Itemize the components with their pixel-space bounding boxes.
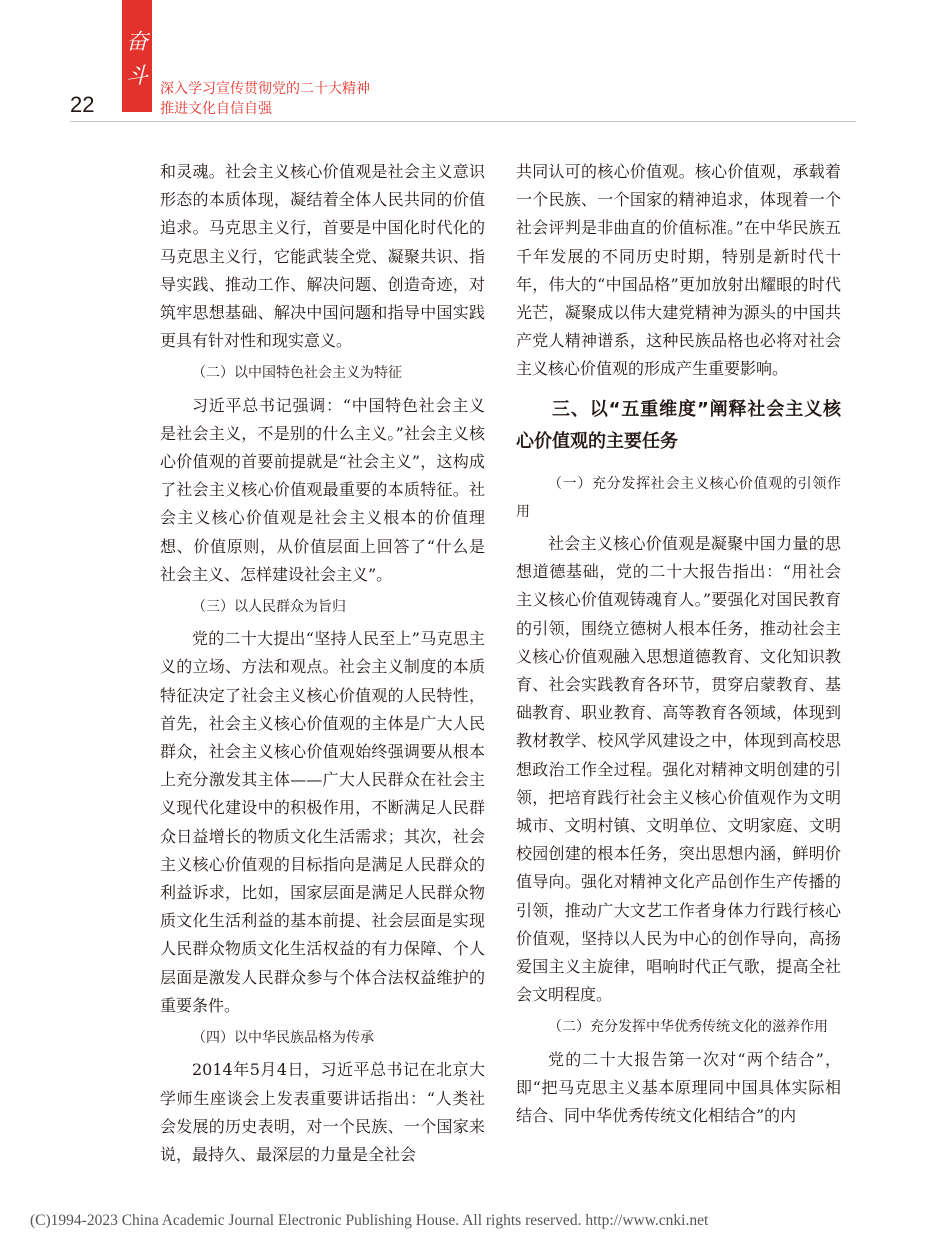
paragraph: 党的二十大报告第一次对“两个结合”，即“把马克思主义基本原理同中国具体实际相结合、同中华优秀传统文化相结合”的内 [516,1049,841,1126]
subheading: （一）充分发挥社会主义核心价值观的引领作用 [516,475,841,520]
paragraph: 2014年5月4日，习近平总书记在北京大学师生座谈会上发表重要讲话指出：“人类社会发展的历史表明，对一个民族、一个国家来说，最持久、最深层的力量是全社会 [160,1060,485,1164]
subheading: （三）以人民群众为旨归 [192,599,346,616]
left-column [160,158,485,1169]
paragraph: 习近平总书记强调：“中国特色社会主义是社会主义，不是别的什么主义。”社会主义核心价值观的首要前提就是“社会主义”，这构成了社会主义核心价值观最重要的本质特征。社会主义核心价值观是社会主义根本的价值理想、价值原则，从价值层面上回答了“什么是社会主义、怎样建设社会主义”。 [160,395,485,584]
header-divider [70,121,856,122]
right-column [516,158,841,1130]
subheading: （二）以中国特色社会主义为特征 [192,365,402,382]
subheading: （二）充分发挥中华优秀传统文化的滋养作用 [548,1019,828,1036]
paragraph: 社会主义核心价值观是凝聚中国力量的思想道德基础，党的二十大报告指出：“用社会主义核心价值观铸魂育人。”要强化对国民教育的引领，围绕立德树人根本任务，推动社会主义核心价值观融入思想道德教育、文化知识教育、社会实践教育各环节，贯穿启蒙教育、基础教育、职业教育、高等教育各领域，体现到教材教学、校风学风建设之中，体现到高校思想政治工作全过程。强化对精神文明创建的引领，把培育践行社会主义核心价值观作为文明城市、文明村镇、文明单位、文明家庭、文明校园创建的根本任务，突出思想内涵，鲜明价值导向。强化对精神文化产品创作生产传播的引领，推动广大文艺工作者身体力行践行核心价值观，坚持以人民为中心的创作导向，高扬爱国主义主旋律，唱响时代正气歌，提高全社会文明程度。 [516,534,841,1005]
header-title-line1: 深入学习宣传贯彻党的二十大精神 [160,81,370,97]
header-title-line2: 推进文化自信自强 [160,101,272,117]
paragraph: 共同认可的核心价值观。核心价值观，承载着一个民族、一个国家的精神追求，体现着一个社会评判是非曲直的价值标准。”在中华民族五千年发展的不同历史时期，特别是新时代十年，伟大的“中国品格”更加放射出耀眼的时代光芒，凝聚成以伟大建党精神为源头的中国共产党人精神谱系，这种民族品格也必将对社会主义核心价值观的形成产生重要影响。 [516,162,841,379]
journal-logo [122,0,152,112]
page-number: 22 [70,92,95,117]
logo-glyph-1: 奋 [125,30,148,55]
logo-glyph-2: 斗 [125,64,148,89]
copyright-footer: (C)1994-2023 China Academic Journal Electronic Publishing House. All rights reserved. http://www.cnki.net [30,1212,709,1229]
subheading: （四）以中华民族品格为传承 [192,1030,374,1047]
section-heading: 三、以“五重维度”阐释社会主义核心价值观的主要任务 [516,398,841,452]
paragraph: 和灵魂。社会主义核心价值观是社会主义意识形态的本质体现，凝结着全体人民共同的价值追求。马克思主义行，首要是中国化时代化的马克思主义行，它能武装全党、凝聚共识、指导实践、推动工作、解决问题、创造奇迹，对筑牢思想基础、解决中国问题和指导中国实践更具有针对性和现实意义。 [160,162,485,351]
paragraph: 党的二十大提出“坚持人民至上”马克思主义的立场、方法和观点。社会主义制度的本质特征决定了社会主义核心价值观的人民特性，首先，社会主义核心价值观的主体是广大人民群众，社会主义核心价值观始终强调要从根本上充分激发其主体——广大人民群众在社会主义现代化建设中的积极作用，不断满足人民群众日益增长的物质文化生活需求；其次，社会主义核心价值观的目标指向是满足人民群众的利益诉求，比如，国家层面是满足人民群众物质文化生活利益的基本前提、社会层面是实现人民群众物质文化生活权益的有力保障、个人层面是激发人民群众参与个体合法权益维护的重要条件。 [160,629,485,1015]
